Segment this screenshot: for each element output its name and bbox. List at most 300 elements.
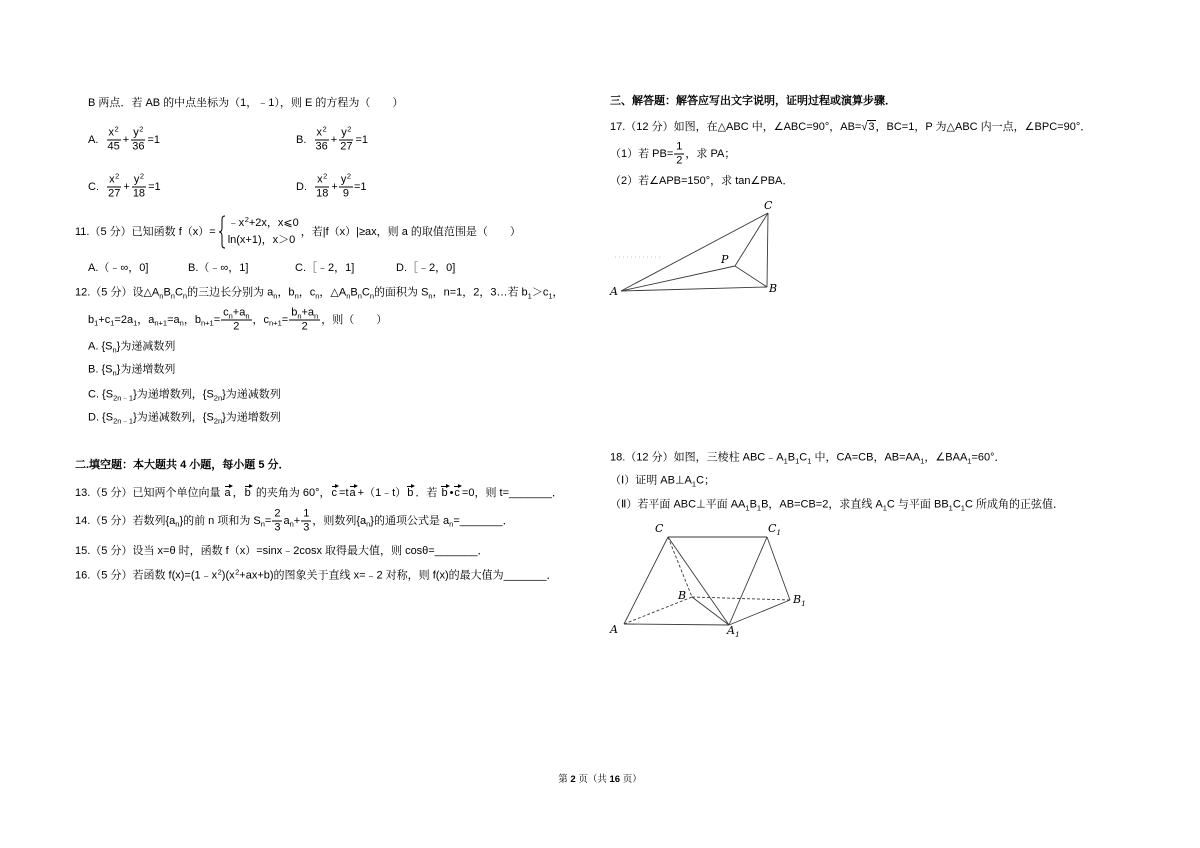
text-run: =t [339, 487, 349, 499]
text-run: B [678, 589, 687, 602]
text-run: )(x [221, 569, 235, 582]
text-run: A [727, 624, 735, 637]
text-run: a [224, 487, 231, 499]
text-run: =1 [355, 133, 368, 146]
subscript [154, 319, 167, 328]
text-run: 2 [139, 171, 145, 181]
text-run: n [314, 311, 319, 321]
subscript [692, 480, 696, 489]
subscript [112, 346, 116, 355]
text-run: （Ⅰ）证明 AB⊥A [610, 474, 692, 487]
text-run: 1 [745, 503, 750, 513]
text-run: n [297, 311, 302, 321]
edge-ab [621, 287, 767, 291]
text-run: 1 [882, 503, 887, 513]
text-run: C [764, 199, 773, 212]
text-run: n+1 [269, 318, 282, 328]
text-run: y [341, 126, 347, 139]
text-run: }的通项公式是 a [370, 514, 450, 527]
q10-stem-continuation [88, 96, 403, 110]
text-run: 45 [107, 140, 120, 153]
q12-option-d [88, 411, 281, 426]
text-run: }为递增数列 [222, 411, 281, 424]
text-run: A.（﹣∞，0] [88, 262, 149, 274]
text-run: 的面积为 S [374, 286, 429, 299]
text-run: ，△A [319, 286, 347, 299]
text-run: n [245, 311, 250, 321]
left-brace-path [219, 216, 225, 248]
text-run: a [283, 514, 290, 527]
denominator [106, 188, 122, 201]
subscript [745, 504, 749, 513]
text-run: +a [232, 306, 246, 319]
text-run: C. [88, 180, 106, 193]
text-run: B.（﹣∞，1] [188, 262, 249, 274]
piecewise [218, 215, 299, 249]
text-run: C [361, 286, 370, 299]
text-run: + [330, 133, 338, 146]
superscript [218, 568, 222, 577]
fraction [130, 124, 146, 154]
subscript [290, 520, 294, 529]
edge-ac [621, 213, 768, 291]
text-run: n [179, 318, 184, 328]
text-run: n [182, 291, 188, 301]
text-run: 1 [776, 528, 782, 537]
text-run: 2n﹣1 [113, 393, 134, 403]
text-run: b [88, 313, 95, 326]
numerator [301, 508, 311, 522]
subscript [113, 417, 133, 426]
text-run: 2 [676, 154, 683, 167]
text-run: y [133, 126, 139, 139]
text-run: B [749, 498, 757, 511]
text-run: n [428, 291, 433, 301]
subscript [245, 312, 249, 321]
text-run: 二.填空题：本大题共 4 小题，每小题 5 分． [75, 459, 290, 471]
q17-label-p [721, 254, 728, 266]
subscript [180, 319, 184, 328]
text-run: c [454, 487, 460, 499]
text-run: }为递增数列 [116, 363, 176, 376]
denominator [106, 141, 122, 154]
subscript [315, 292, 319, 301]
subscript [784, 457, 788, 466]
text-run: 17.（12 分）如图，在△ABC 中，∠ABC=90°，AB= [610, 121, 862, 133]
text-run: D.［﹣2，0] [396, 262, 456, 274]
q12-option-b [88, 363, 175, 378]
fraction [106, 124, 122, 154]
left-brace [218, 215, 226, 249]
text-run: 2 [233, 320, 240, 333]
text-run: 2 [570, 774, 576, 785]
text-run: 14.（5 分）若数列{a [75, 514, 176, 527]
text-run: 1 [807, 456, 812, 466]
text-run: ＞c [531, 286, 549, 299]
text-run: 3 [274, 521, 281, 534]
fraction [106, 171, 122, 201]
text-run: A [610, 623, 618, 636]
text-run: =a [167, 313, 180, 326]
piecewise-row [228, 215, 299, 232]
text-run: }为递减数列 [116, 340, 176, 353]
subscript [735, 630, 740, 639]
text-run: =2a [114, 313, 134, 326]
subscript [795, 457, 799, 466]
denominator [130, 141, 146, 154]
q18-label-c [655, 523, 663, 535]
q12-stem-line1 [75, 286, 564, 301]
text-run: 2n [213, 416, 223, 426]
text-run: D. [296, 180, 314, 193]
numerator [107, 124, 121, 141]
text-run: ，n=1，2，3…若 b [432, 286, 528, 299]
text-run: n [273, 291, 278, 301]
denominator [314, 188, 330, 201]
text-run: ，BC=1，P 为△ABC 内一点，∠BPC=90°． [875, 121, 1092, 133]
denominator [314, 141, 330, 154]
denominator [674, 155, 684, 168]
subscript [346, 292, 350, 301]
text-run: n [175, 519, 180, 529]
subscript [229, 312, 233, 321]
bold-run [610, 774, 621, 785]
subscript [214, 394, 222, 403]
q10-option-d [296, 171, 367, 201]
fraction [314, 124, 330, 154]
subscript [807, 457, 811, 466]
text-run: 2 [346, 171, 351, 181]
q18-label-c1 [768, 523, 781, 536]
text-run: 1 [527, 291, 532, 301]
q18-label-a1 [727, 625, 740, 638]
text-run: n [315, 291, 320, 301]
numerator [315, 171, 329, 188]
text-run: = [281, 313, 289, 326]
text-run: 2 [235, 567, 240, 577]
text-run: +ax+b)的图象关于直线 x=﹣2 对称，则 f(x)的最大值为_______． [239, 569, 558, 582]
text-run: x [317, 173, 323, 186]
q10-option-a [88, 124, 160, 154]
subscript [273, 292, 277, 301]
text-run: 2 [301, 320, 308, 333]
text-run: ﹣x [227, 217, 245, 229]
q17-stem [610, 120, 1091, 134]
text-run: b [407, 487, 414, 499]
edge-ap [621, 266, 735, 291]
subscript [175, 520, 179, 529]
text-run: B [769, 282, 778, 295]
page-footer [0, 773, 1200, 787]
piecewise-rows [228, 215, 299, 249]
text-run: ．若 [415, 487, 441, 499]
subscript [967, 457, 971, 466]
subscript [776, 528, 781, 537]
text-run: 第 [558, 774, 571, 785]
text-run: x [316, 126, 323, 139]
text-run: B [787, 451, 796, 464]
denominator [231, 321, 241, 334]
q11-option-b [188, 261, 248, 275]
subscript [449, 520, 453, 529]
text-run: B [163, 286, 171, 299]
denominator [300, 321, 310, 334]
q10-option-b [296, 124, 368, 154]
text-run: ，b [183, 313, 201, 326]
text-run: 页） [620, 774, 642, 785]
text-run: 2n﹣1 [113, 416, 134, 426]
fraction [338, 124, 354, 154]
text-run: n [449, 519, 454, 529]
text-run: n [112, 345, 117, 355]
text-run: C； [696, 474, 716, 487]
superscript [245, 215, 249, 224]
text-run: （Ⅱ）若平面 ABC⊥平面 AA [610, 498, 746, 511]
text-run: 2 [115, 171, 120, 181]
edge-bc [767, 213, 768, 287]
text-run: c [331, 487, 338, 499]
text-run: 1 [948, 503, 953, 513]
text-run: 1 [94, 318, 99, 328]
fraction [272, 508, 282, 535]
text-run: ，则（ ） [321, 313, 388, 326]
q10-option-c [88, 171, 161, 201]
text-run: }为递减数列 [222, 388, 281, 401]
subscript [883, 504, 887, 513]
text-run: ln(x+1)，x＞0 [227, 234, 296, 246]
text-run: 2 [139, 124, 144, 134]
text-run: 1 [676, 140, 683, 153]
text-run: b [291, 306, 298, 319]
text-run: }为递增数列，{S [133, 388, 214, 401]
vector-symbol [406, 486, 415, 500]
text-run: 1 [548, 291, 553, 301]
q17-part2 [610, 174, 793, 188]
text-run: 11.（5 分）已知函数 f（x）= [75, 225, 216, 238]
text-run: +2x，x⩽0 [248, 217, 299, 229]
text-run: 2 [114, 124, 119, 134]
text-run: C [799, 451, 808, 464]
denominator [272, 522, 282, 535]
text-run: A. {S [88, 340, 113, 353]
fraction [289, 307, 320, 334]
section-solution-heading [610, 94, 896, 108]
text-run: B [350, 286, 358, 299]
q18-label-a [610, 624, 618, 636]
vector-symbol [331, 486, 340, 500]
numerator [674, 141, 684, 155]
numerator [131, 124, 145, 141]
vector-symbol [453, 486, 462, 500]
vector-symbol [224, 486, 233, 500]
text-run: 2 [322, 124, 327, 134]
q11-option-a [88, 261, 148, 275]
superscript [115, 172, 119, 181]
denominator [131, 188, 147, 201]
text-run: 中，CA=CB，AB=AA [811, 451, 921, 464]
subscript [269, 319, 282, 328]
text-run: 36 [132, 140, 145, 153]
text-run: n [289, 519, 294, 529]
subscript [133, 319, 137, 328]
subscript [366, 520, 370, 529]
text-run: 16.（5 分）若函数 f(x)=(1﹣x [75, 569, 218, 582]
subscript [201, 319, 214, 328]
text-run: ，c [252, 313, 270, 326]
q11-option-c [295, 261, 354, 275]
text-run: n+1 [200, 318, 214, 328]
text-run: =1 [353, 180, 367, 193]
text-run: =60°． [971, 451, 1006, 464]
subscript [548, 292, 552, 301]
text-run: n [260, 519, 265, 529]
text-run: B. [296, 133, 313, 146]
text-run: 18.（12 分）如图，三棱柱 ABC﹣A [610, 451, 784, 464]
edge-pb [735, 266, 767, 287]
subscript [358, 292, 362, 301]
text-run: 页（共 [575, 774, 610, 785]
text-run: 2 [347, 124, 352, 134]
vector-symbol [244, 486, 253, 500]
edge-aa1 [624, 624, 729, 625]
q17-label-b [769, 283, 777, 295]
text-run: x [108, 126, 115, 139]
subscript [112, 369, 116, 378]
text-run: C. {S [88, 388, 114, 401]
text-run: n [357, 291, 362, 301]
text-run: ，a [137, 313, 155, 326]
subscript [171, 292, 175, 301]
denominator [338, 141, 354, 154]
text-run: 2 [323, 171, 328, 181]
subscript [757, 504, 761, 513]
text-run: n [159, 291, 164, 301]
text-run: 三、解答题：解答应写出文字说明，证明过程或演算步骤． [610, 95, 896, 107]
text-run: 12.（5 分）设△A [75, 286, 160, 299]
superscript [323, 125, 327, 134]
text-run: C 所成角的正弦值． [964, 498, 1064, 511]
text-run: 36 [315, 140, 328, 153]
text-run: 1 [110, 318, 115, 328]
text-run: 2 [217, 567, 222, 577]
text-run: ， [232, 487, 244, 499]
text-run: 2 [274, 507, 281, 520]
q14 [75, 508, 514, 535]
text-run: ，若|f（x）|≥ax，则 a 的取值范围是（ ） [300, 225, 521, 238]
q12-option-a [88, 340, 175, 355]
q12-stem-line2 [88, 307, 387, 334]
fraction [301, 508, 311, 535]
q11-stem [75, 215, 521, 249]
fraction [131, 171, 147, 201]
fraction [674, 141, 684, 168]
text-run: 1 [133, 318, 138, 328]
subscript [370, 292, 374, 301]
q16 [75, 569, 557, 584]
subscript [949, 504, 953, 513]
text-run: B. {S [88, 363, 113, 376]
text-run: =1 [147, 133, 160, 146]
denominator [341, 188, 351, 201]
radicand [867, 120, 875, 133]
text-run: b [441, 487, 448, 499]
q11-option-d [396, 261, 455, 275]
text-run: y [133, 173, 140, 186]
text-run: B，AB=CB=2，求直线 A [761, 498, 883, 511]
subscript [110, 319, 114, 328]
text-run: 1 [960, 503, 965, 513]
subscript [261, 520, 265, 529]
text-run: （1）若 PB= [610, 147, 674, 160]
subscript [183, 292, 187, 301]
text-run: b [244, 487, 251, 499]
text-run: 3 [303, 521, 310, 534]
subscript [920, 457, 924, 466]
text-run: 1 [303, 507, 310, 520]
text-run: （2）若∠APB=150°，求 tan∠PBA． [610, 175, 794, 187]
text-run: 2n [213, 393, 223, 403]
q18-label-b1 [793, 594, 806, 607]
text-run: 的夹角为 60°， [252, 487, 331, 499]
text-run: =0，则 t=_______． [461, 487, 563, 499]
text-run: n [112, 368, 117, 378]
numerator [289, 307, 320, 321]
subscript [801, 599, 806, 608]
superscript [347, 172, 351, 181]
superscript [323, 172, 327, 181]
text-run: C [655, 522, 664, 535]
text-run: }为递减数列，{S [133, 411, 214, 424]
fraction [339, 171, 353, 201]
text-run: 9 [342, 187, 349, 200]
subscript [214, 417, 222, 426]
text-run: +c [98, 313, 111, 326]
text-run: ，则数列{a [312, 514, 367, 527]
superscript [347, 125, 351, 134]
text-run: B [793, 593, 802, 606]
text-run: 3 [868, 121, 875, 133]
text-run: }的前 n 项和为 S [179, 514, 261, 527]
text-run: 18 [316, 187, 329, 200]
q18-part1 [610, 474, 715, 489]
text-run: ， [552, 286, 564, 299]
text-run: C 与平面 BB [886, 498, 949, 511]
text-run: x [109, 173, 115, 186]
subscript [159, 292, 163, 301]
text-run: 1 [734, 630, 740, 639]
edge-ba1 [692, 597, 729, 625]
numerator [272, 508, 282, 522]
text-run: C [952, 498, 961, 511]
numerator [107, 171, 121, 188]
text-run: ，求 PA； [685, 147, 736, 160]
text-run: 15.（5 分）设当 x=θ 时，函数 f（x）=sinx﹣2cosx 取得最大值，则 cosθ=_______． [75, 545, 489, 557]
text-run: B 两点．若 AB 的中点坐标为（1，﹣1），则 E 的方程为（ ） [88, 97, 404, 109]
text-run: 1 [795, 456, 800, 466]
piecewise-row [228, 232, 299, 249]
text-run: A [610, 285, 618, 298]
text-run: + [122, 133, 130, 146]
subscript [961, 504, 965, 513]
q18-part2 [610, 498, 1064, 513]
numerator [339, 124, 353, 141]
text-run: n [346, 291, 351, 301]
superscript [140, 172, 144, 181]
text-run: 27 [108, 187, 121, 200]
text-run: 1 [920, 456, 925, 466]
text-run: =_______． [453, 514, 514, 527]
text-run: c [223, 306, 229, 319]
